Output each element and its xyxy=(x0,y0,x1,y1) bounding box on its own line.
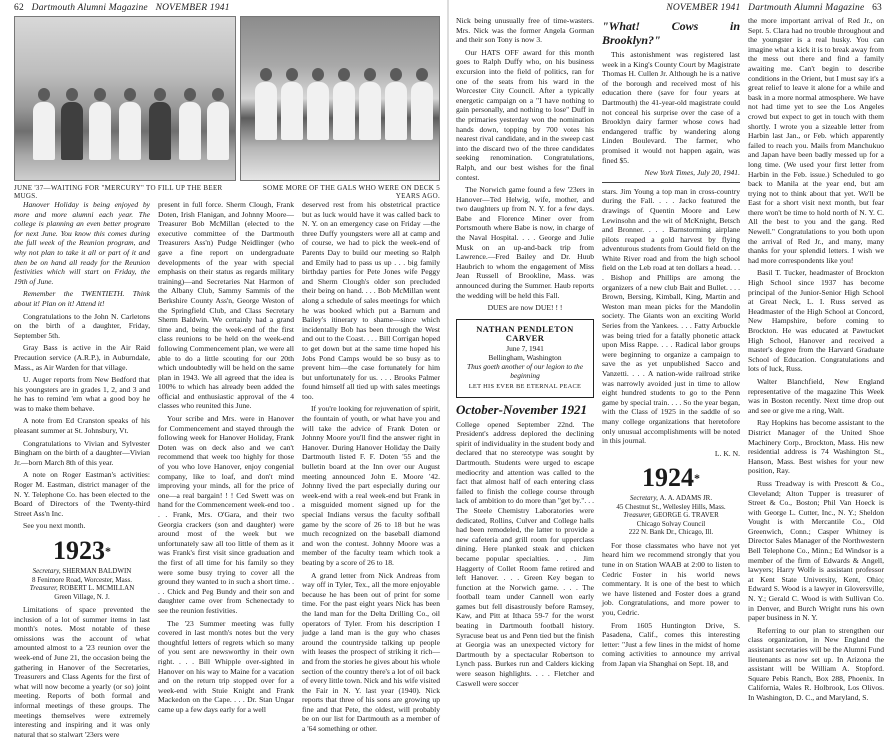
class-1924-secretary: Secretary, A. A. ADAMS JR. xyxy=(629,494,713,503)
memorial-quote: Thus goeth another of our legion to the beginning xyxy=(467,362,583,380)
class-1923-treasurer-address: Green Village, N. J. xyxy=(54,592,110,601)
reunion-photo-gals-on-deck xyxy=(240,16,440,181)
column-4 xyxy=(456,16,594,691)
column-6 xyxy=(748,16,884,706)
class-1923-secretary-address: 8 Fenimore Road, Worcester, Mass. xyxy=(32,575,132,584)
paragraph: Congratulations to the John N. Carletons on the birth of a daughter, Friday, September 5th. xyxy=(14,311,150,340)
paragraph: See you next month. xyxy=(23,521,86,531)
paragraph: A note from Ed Cranston speaks of his pleasant summer at St. Johnsbury, Vt. xyxy=(14,416,150,436)
photo-caption-right: SOME MORE OF THE GALS WHO WERE ON DECK 5 YEARS AGO. xyxy=(262,184,440,200)
paragraph: Your scribe and Mrs. were in Hanover for Commencement and stayed through the following week for Hanover Holiday, Frank Doten was on deck also and we can't recommend that week too highly for those of you who love Hanover, enjoy congenial company, like to loaf, and don't mind improving your minds, all for the price of one—a real bargain! ! ! Ced Swett was on hand for the Commencement week-end too . . . Frank, Mrs. O'Gara, and their two Georgia crackers (son and daughter) were around most of the week but we unfortunately saw all too little of them as it was Frank's first visit since graduation and the first of all time for his family so they were some busy trying to cover all the ground they wanted to in such a short time. . . . Chick and Peg Bundy and their son and daughter came over from Schenectady to see the reunion festivities. xyxy=(158,414,294,615)
paragraph: A note on Roger Eastman's activities: Roger M. Eastman, district manager of the N. Y. Telephone Co. has been elected to the Board of Directors of the Twenty-third Street Ass'n Inc. xyxy=(14,470,150,518)
paragraph: U. Auger reports from New Bedford that his youngsters are in grades 1, 2, and 3 and he has to remind 'em what a good boy he was to make them behave. xyxy=(14,375,150,413)
left-page-header: 62 Dartmouth Alumni Magazine NOVEMBER 1941 xyxy=(14,3,230,13)
news-source: New York Times, July 20, 1941. xyxy=(644,168,740,178)
paragraph: stars. Jim Young a top man in cross-country during the Fall. . . . Jacko featured the drawings of Quentin Moore and Lew Lewinsohn and the wit of McKnight, Betsch and Bronner. . . . Barnstorming airplane pilots reaped a gold harvest by flying adventurous students from Gould field on the White River road and from the high school field on the Leb road at ten dollars a head. . . . Bishop and Phillips are among the organizers of a new club Bait and Bullet. . . . Brown, Bersing, Kimball, King, Martin and Weston man mean picks for the Mandolin society. The Giants won an exciting World Series from the Yankees. . . . Fatty Arbuckle was being tried for a fatally phonetic attack upon Miss Rappe. . . . Radical labor groups were beginning to organize a campaign to save the as yet unpublished Sacco and Vanzetti. . . . A nation-wide railroad strike was narrowly avoided just in time to allow eight hundred students to go to the Penn game by special train. . . . So the year began, with the Class of 1925 in the saddle of so many college organizations that heretofore only unusual accomplishments will be noted in this journal. xyxy=(602,186,740,446)
signature: L. K. N. xyxy=(714,448,740,458)
paragraph: A grand letter from Nick Andreas from way off in Tyler, Tex., all the more enjoyable because he has been out of print for some time. For the past eight years Nick has been the land man for the Delta Drilling Co., oil operators of Tyler. From his description I judge a land man is the guy who chases around the countryside talking up people with leases the prospect of striking it rich—and from the stories he gives about his whole section of the country there's a lot of oil back of every little town. Nick and his wife visited the Fair in N. Y. last year (1940). Nick reports that three of his sons are growing up fine and that Pete, the oldest, will probably be on our list for Dartmouth as a member of a '64 something or other. xyxy=(302,570,440,734)
paragraph: Nick being unusually free of time-wasters. Mrs. Nick was the former Angela Gorman and their son Tony is now 3. xyxy=(456,16,594,45)
memorial-epitaph: LET HIS EVER BE ETERNAL PEACE xyxy=(468,383,582,390)
reunion-photo-beer-mugs xyxy=(14,16,236,181)
class-1923-secretary: Secretary, SHERMAN BALDWIN xyxy=(32,567,132,575)
paragraph: Our HATS OFF award for this month goes to Ralph Duffy who, on his business excursion into the field of politics, ran for one of the seats from his ward in the Worcester City Council. After a typically energetic campaign on a "I have nothing to gain personally, and nothing to lose" Duff in the primaries yesterday won the nomination hands down, topping by 700 votes his nearest rival candidate, and in the sweep cast into the discard two of the three candidates seeking renomination. Congratulations, Ralph, and our best wishes for the final contest. xyxy=(456,47,594,182)
paragraph: Basil T. Tucker, headmaster of Brockton High School since 1937 has become principal of the Junior-Senior High School at Great Neck, L. I. Russ served as Headmaster of the High School at Concord, New Hampshire, before coming to Brockton. He was educated at Pawtucket High School, Hanover and received a master's degree from the Harvard Graduate School of Education. Congratulations and lots of luck, Russ. xyxy=(748,268,884,374)
column-1 xyxy=(14,200,150,742)
remember-twentieth: Remember the TWENTIETH. Think about it! Plan on it! Attend it! xyxy=(14,289,150,308)
class-1924-treasurer: Treasurer, GEORGE G. TRAVER xyxy=(623,511,719,520)
memorial-name: NATHAN PENDLETON CARVER xyxy=(476,323,574,344)
divider xyxy=(602,182,740,183)
paragraph: the more important arrival of Red Jr., on Sept. 5. Clara had no trouble throughout and the youngster is a real husky. You can imagine what a kick it is to break away from the mess out there and find a family awaiting me. Can't begin to describe conditions in the Orient, but I must say it's a great relief to leave it alone for a while and bask in a more normal atmosphere. We have not had time yet to see the Los Angeles crowd but expect to get in touch with them shortly. I wrote you a sizeable letter from Harbin last Jan., or Feb. which apparently failed to reach you. Mails from Manchukuo and Japan have been badly messed up for a long time. (We used your first letter from Harbin in the Feb. issue.) Scheduled to go back to Manila at the year end, but am trying not to think about that yet. We'll be East for a short visit next month, but fear there won't be time to hold north of N. Y. C. All the best to you and the gang. Red Newell." Congratulations to you both upon the arrival of Red Jr., and many, many thanks for your splendid letters. I wish we had more correspondents like you! xyxy=(748,16,884,265)
memorial-box xyxy=(456,319,594,398)
column-5 xyxy=(602,16,740,672)
class-1923-heading: 1923* xyxy=(53,536,111,565)
memorial-place: Bellingham, Washington xyxy=(488,353,562,362)
paragraph: College opened September 22nd. The President's address deplored the declining spirit of individuality in the student body and declared that no stereotype was sought by Dartmouth. Students were urged to escape mediocrity and attention was called to the fact that almost half of each entering class failed to finish the college course through lack of ambition to do more than "get by.". . . The Steele Chemistry Laboratories were dedicated, Rollins, Culver and College halls had been remodeled, the latter to provide a new cafeteria and grill room for upperclass dining. Here planked steak and chicken became popular specialties. . . . Jim Haggerty of Collet Room fame retired and left Hanover. . . . Green Key began to function at the Norwich game. . . . The football team under Cannell won early games but fell disastrously before Ramsey, Kaw, and Pitt at Ithaca 59-7 for the worst beating in Dartmouth football history. Syracuse beat us and Penn tied but the finish at Georgia was an unexpected victory for Dartmouth by a spectacular Robertson to Lynch pass. Burkes run and Calders kicking were season highlights. . . . Fletcher and Caswell were soccer xyxy=(456,419,594,688)
paragraph: present in full force. Sherm Clough, Frank Doten, Irish Flanigan, and Johnny Moore—Treasurer Bob McMillan (elected to the executive committee of the Dartmouth Treasurers Ass'n) Pudge Neidlinger (who gave a fine report on undergraduate developments of the year with special emphasis on their status as regards military training)—and Secretaries Nat Harmon of the Albany Club, Sammy Sammis of the Berkshire County Ass'n, George Weston of the Springfield Club, and Class Secretary Sherm Baldwin. We certainly had a grand time and, being the week-end of the first class reunions to be held on the week-end following Commencement plan, we were all able to do a little scouting for our 20th which undoubtedly will be held on the same plan in 1943. We all agreed that the idea is 100% to which has already been added the official and enthusiastic approval of the 4 classes who reunited this June. xyxy=(158,200,294,411)
class-1924-treasurer-org: Chicago Solvay Council xyxy=(636,519,706,528)
paragraph: For those classmates who have not yet heard him we recommend strongly that you tune in on Station WAAB at 2:00 to listen to Cedric Foster in his world news commentary. It is one of the best to which we have listened and Foster does a grand job. Congratulations, and more power to you, Cedric. xyxy=(602,540,740,617)
hanover-holiday-intro: Hanover Holiday is being enjoyed by more and more alumni each year. The college is planning an even better program for next June. You know this comes during the full week of the Reunion program, and why not plan to take it all or part of it and then be on hand all ready for the Reunion festivities which will start on Friday, the 19th of June. xyxy=(14,200,150,286)
paragraph: The Norwich game found a few '23ers in Hanover—Ted Helwig, wife, mother, and two daughters up from N. Y. for a few days. Babe and Florence Miner over from Portsmouth where Babe is now, in charge of the Naval Hospital. . . . George and Julie Musk on an up-and-back trip from Lawrence.—Fred Bailey and Dr. Huub Haubrich to whom the engagement of Miss Jean Russell of Brookline, Mass. was announced during the Summer. Haub reports the wedding will be held this Fall. xyxy=(456,185,594,300)
paragraph: Gray Bass is active in the Air Raid Precaution service (A.R.P.), in Auburndale, Mass., as Air Warden for that village. xyxy=(14,343,150,372)
paragraph: Russ Treadway is with Prescott & Co., Cleveland; Alton Tupper is treasurer of Street & Co., Boston; Phil Van Hoeck is with George L. Cutter, Inc., N. Y.; Sheldon Vought is with Mercantile Co., Old Greenwich, Conn.; Casper Whitney is Director Sales Manager of the Northwestern Bell Telephone Co., Minn.; Ed Windsor is a member of the firm of Edwards & Angell, lawyers; Harry Wolfe is assistant professor at Kent State University, Kent, Ohio; Edward S. Wood is a lawyer in Gloversville, N. Y.; Gerald C. Wood is with Sullivan Co. in Denver, and Burch Wright runs his own paper business in N. Y. xyxy=(748,478,884,623)
column-2 xyxy=(158,200,294,717)
paragraph: This astonishment was registered last week in a King's County Court by Magistrate Thomas H. Cullen Jr. Although he is a native of the borough and received most of his education there (save for four years at Dartmouth) the 41-year-old magistrate could not conceal his surprise over the case of a Brooklyn dairy farmer whose cows had endangered traffic by wandering along Linden Boulevard. The farmer, who promised it would not happen again, was fined $5. xyxy=(602,50,740,165)
paragraph: Ray Hopkins has become assistant to the District Manager of the United Shoe Machinery Corp., Brockton, Mass. His new residential address is 74 Washington St., Hanson, Mass. Best wishes for your new position, Ray. xyxy=(748,418,884,476)
cows-in-brooklyn-heading: "What! Cows in Brooklyn?" xyxy=(602,19,740,47)
class-1923-treasurer: Treasurer, ROBERT L. MCMILLAN xyxy=(29,584,135,592)
page-gutter xyxy=(447,0,449,600)
paragraph: Limitations of space prevented the inclusion of a lot of summer items in last month's notes. Most notable of these omissions was the account of what amounted almost to a '23 reunion over the week-end of June 21, the occasion being the gathering in Hanover of the Secretaries, Treasurers and Class Agents for the first of what will now become a yearly (or so) joint meeting. Reports of both formal and informal meetings of these groups. The meetings themselves were extremely interesting and inspiring and it was only natural that so stalwart '23ers were xyxy=(14,605,150,739)
class-1924-secretary-address: 45 Chestnut St., Wellesley Hills, Mass. xyxy=(616,502,726,511)
paragraph: The '23 Summer meeting was fully covered in last month's notes but the very thoughtful letters of regrets which so many of you sent are newsworthy in their own right. . . . Bill Whipple over-sighted in Hanover on his way to Maine for a vacation and on the return trip stopped over for a week-end with Stuie Knight and Frank Mackedon on the Cape. . . . Dr. Stan Ungar came up a few days early for a well xyxy=(158,618,294,714)
paragraph: From 1605 Huntington Drive, S. Pasadena, Calif., comes this interesting letter: "Just a few lines in the midst of home coming activities to announce my arrival from Japan via Shanghai on Sept. 18, and xyxy=(602,620,740,668)
paragraph: If you're looking for rejuvenation of spirit, the fountain of youth, or what have you and will take the advice of Frank Doten or Johnny Moore you'll find the answer right in Hanover. During Hanover Holiday the Daily Dartmouth listed F. F. Doten '55 and the bulletin board at the Inn over our August meeting announced John E. Moore '42. Johnny lived the part especially during our week-end with a real week-end but Frank in a misguided moment signed up for the special Indians versus the faculty softball game by the score of 26 to 18 but he was much recognized on the baseball diamond and won the contest. Johnny Moore was a member of the faculty team which took a beating by a score of 26 to 18. xyxy=(302,404,440,567)
class-1924-heading: 1924* xyxy=(642,463,700,493)
paragraph: Walter Blanchfield, New England representative of the magazine This Week was in Boston recently. Next time drop out and see or give me a ring, Walt. xyxy=(748,376,884,415)
photo-caption-left: JUNE '37—WAITING FOR "MERCURY" TO FILL UP THE BEER MUGS. xyxy=(14,184,223,200)
column-3 xyxy=(302,200,440,737)
paragraph: Referring to our plan to strengthen our class organization, in New England the assistant secretaries will be the Alumni Fund lieutenants as now set up. In Arizona the assistant will be William A. Stopford. Square Pebis Ranch, Box 288, Phoenix. In California, Wales R. Holbrook, Los Olivos. In Washington, D. C., and Maryland, S. xyxy=(748,625,884,702)
right-page-header: NOVEMBER 1941 Dartmouth Alumni Magazine 63 xyxy=(666,3,882,13)
october-november-1921-heading: October-November 1921 xyxy=(456,401,588,417)
memorial-date: June 7, 1941 xyxy=(506,344,544,353)
class-1924-treasurer-address: 222 N. Bank Dr., Chicago, Ill. xyxy=(628,528,714,537)
paragraph: deserved rest from his obstetrical practice but as luck would have it was called back to N. Y. on an emergency case on Friday —the three Duffy youngsters were all at camp and of course, we had to pick the week-end of Parents Day to build our meeting so Ralph and Emily had to pass us up . . . big family birthday parties for Pete Jones wife Peggy and Sherm Clough's older son precluded their being on hand. . . . Bob McMillan went along a schedule of sales meetings for which he was booked which put a Barnum and Bailey's itinerary to shame—since which incidentally Bob has been through the West and out to the Coast. . . . Bill Corrigan hoped to get down but at the same time hoped his Jobs Pond Camps would be so busy as to prevent him—the case fortunately for him but unfortunately for us. . . . Brooks Palmer found himself all tied up with sales meetings too. xyxy=(302,200,440,401)
dues-notice: DUES are now DUE! ! ! xyxy=(487,303,563,313)
paragraph: Congratulations to Vivian and Sylvester Bingham on the birth of a daughter—Vivian Jr.—born March 8th of this year. xyxy=(14,438,150,467)
